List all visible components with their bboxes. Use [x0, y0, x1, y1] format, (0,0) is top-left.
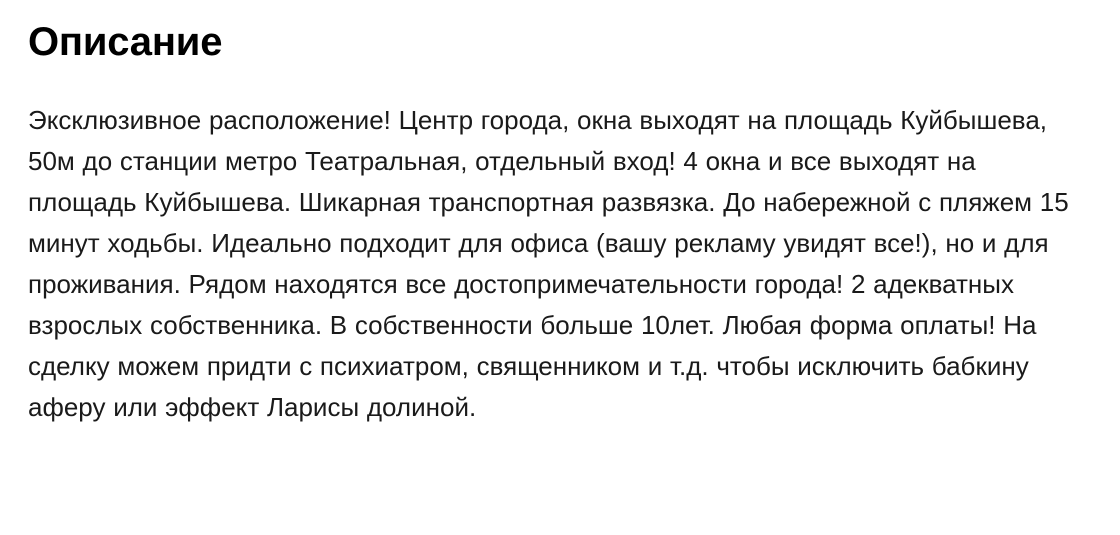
description-body-text: Эксклюзивное расположение! Центр города, окна выходят на площадь Куйбышева, 50м до станции метро Театральная, отдельный вход! 4 окна и все выходят на площадь Куйбышева. Шикарная транспортная развязка. До набережной с пляжем 15 минут ходьбы. Идеально подходит для офиса (вашу рекламу увидят все!), но и для проживания. Рядом находятся все достопримечательности города! 2 адекватных взрослых собственника. В собственности больше 10лет. Любая форма оплаты! На сделку можем придти с психиатром, священником и т.д. чтобы исключить бабкину аферу или эффект Ларисы долиной. — [28, 105, 1069, 422]
page-title: Описание — [28, 20, 223, 64]
